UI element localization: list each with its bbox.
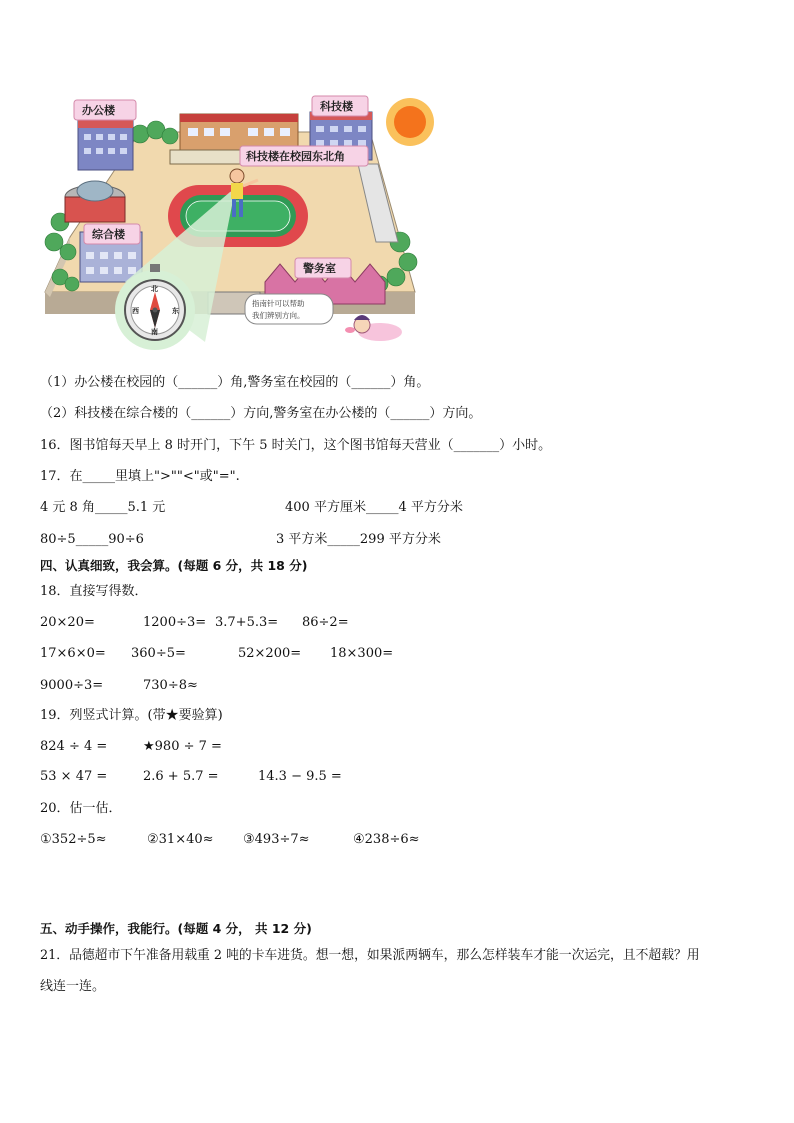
svg-text:警务室: 警务室 [303, 262, 336, 275]
q18-r2-c1: 17×6×0= [40, 646, 106, 661]
bubble-line-1: 指南针可以帮助 [252, 299, 305, 308]
svg-text:综合楼: 综合楼 [92, 228, 125, 241]
label-speech [240, 146, 368, 166]
office-building [78, 120, 133, 170]
label-science [312, 96, 368, 116]
q18-r2-c2: 360÷5= [131, 646, 186, 661]
q21-line1: 21．品德超市下午准备用载重 2 吨的卡车进货。想一想，如果派两辆车，那么怎样装车才能一次运完，且不超载？用 [40, 948, 700, 963]
q18-r3-c2: 730÷8≈ [143, 678, 198, 693]
speech-bubble [245, 294, 333, 324]
compass-east: 东 [172, 307, 179, 315]
q18-r2-c4: 18×300= [330, 646, 394, 661]
q19-r2-c1: 53 × 47 = [40, 769, 108, 784]
label-general [84, 224, 140, 244]
q17: 17．在_____里填上">""<"或"=". [40, 469, 240, 484]
compass-south: 南 [151, 328, 158, 336]
q16: 16．图书馆每天早上 8 时开门，下午 5 时关门，这个图书馆每天营业（_______）小时。 [40, 438, 552, 453]
q18-r1-c1: 20×20= [40, 615, 95, 630]
section-5-heading: 五、动手操作，我能行。(每题 4 分， 共 12 分) [40, 921, 312, 936]
fairy-girl [345, 315, 402, 341]
q20-c3: ③493÷7≈ [243, 832, 310, 847]
svg-text:办公楼: 办公楼 [82, 104, 115, 117]
campus-illustration [40, 92, 450, 354]
q15-part1: （1）办公楼在校园的（______）角,警务室在校园的（______）角。 [40, 375, 430, 390]
bubble-line-2: 我们辨别方向。 [252, 311, 305, 320]
svg-text:科技楼: 科技楼 [320, 100, 353, 113]
sun-icon [386, 98, 434, 146]
q19-r2-c3: 14.3 − 9.5 = [258, 769, 342, 784]
q21-line2: 线连一连。 [40, 979, 106, 994]
q15-part2: （2）科技楼在综合楼的（______）方向,警务室在办公楼的（______）方向。 [40, 406, 482, 421]
q17-item-c: 80÷5_____90÷6 [40, 532, 144, 547]
q19-r2-c2: 2.6 + 5.7 = [143, 769, 219, 784]
section-4-heading: 四、认真细致，我会算。(每题 6 分，共 18 分) [40, 558, 308, 573]
q18-r1-c4: 86÷2= [302, 615, 349, 630]
q19-r1-c1: 824 ÷ 4 = [40, 739, 108, 754]
q18-r3-c1: 9000÷3= [40, 678, 104, 693]
q18-r2-c3: 52×200= [238, 646, 302, 661]
q20: 20．估一估． [40, 801, 122, 816]
compass-north: 北 [151, 285, 158, 293]
svg-text:科技楼在校园东北角: 科技楼在校园东北角 [246, 150, 345, 163]
q17-item-d: 3 平方米_____299 平方分米 [276, 532, 441, 547]
compass-west: 西 [132, 307, 139, 315]
q18-r1-c2: 1200÷3= [143, 615, 207, 630]
q20-c4: ④238÷6≈ [353, 832, 420, 847]
q19: 19．列竖式计算。(带★要验算) [40, 708, 223, 723]
label-office [74, 100, 136, 120]
q17-item-b: 400 平方厘米_____4 平方分米 [285, 500, 463, 515]
q18-r1-c3: 3.7+5.3= [215, 615, 279, 630]
q18: 18．直接写得数． [40, 584, 148, 599]
q19-r1-c2: ★980 ÷ 7 = [143, 739, 222, 754]
q17-item-a: 4 元 8 角_____5.1 元 [40, 500, 166, 515]
q20-c1: ①352÷5≈ [40, 832, 107, 847]
label-police [295, 258, 351, 278]
q20-c2: ②31×40≈ [147, 832, 214, 847]
